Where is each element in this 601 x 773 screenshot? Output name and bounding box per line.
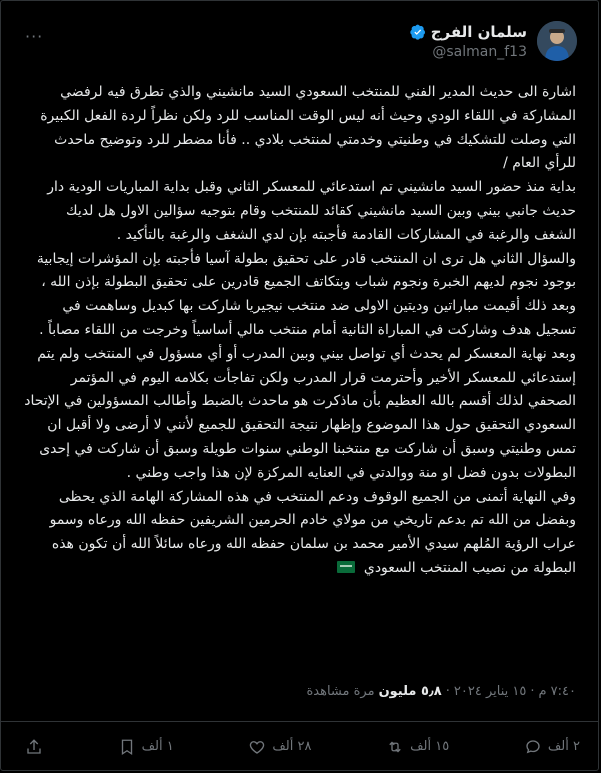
like-count: ٢٨ ألف [272, 739, 312, 754]
verified-badge-icon [410, 24, 426, 40]
tweet-meta [306, 684, 576, 699]
bookmark-icon [118, 738, 136, 756]
tweet-header [410, 21, 577, 61]
like-button[interactable] [248, 738, 311, 756]
retweet-icon [386, 738, 404, 756]
author-handle[interactable]: @salman_f13 [432, 44, 527, 60]
heart-icon [248, 738, 266, 756]
reply-icon [524, 738, 542, 756]
views-count: ٥٫٨ مليون [378, 684, 442, 699]
tweet-paragraph: بداية منذ حضور السيد مانشيني تم استدعائي للمعسكر الثاني وقبل بداية المباريات الودية دار حديث جانبي بيني وبين السيد مانشيني كقائد للمنتخب وقام بتوجيه سؤالين الاول هل لديك الشغف والرغبة في المشاركات القادمة فأجبته بإن لدي الشغف والرغبة بالتأكيد . [47, 179, 576, 243]
tweet-paragraph-last [23, 486, 576, 581]
retweet-button[interactable] [386, 738, 449, 756]
tweet-paragraph: وفي النهاية أتمنى من الجميع الوقوف ودعم المنتخب في هذه المشاركة الهامة الذي يحظى وبفضل من الله تم بدعم تاريخي من مولاي خادم الحرمين الشريفين حفظه الله ورعاه وسمو عراب الرؤية المُلهم سيدي الأمير محمد بن سلمان حفظه الله ورعاه سائلاً الله أن تكون هذه البطولة من نصيب المنتخب السعودي [49, 488, 576, 576]
tweet-date[interactable]: ١٥ يناير ٢٠٢٤ [453, 684, 527, 699]
retweet-count: ١٥ ألف [410, 739, 450, 754]
tweet-text [23, 81, 576, 581]
more-options-icon[interactable]: ··· [25, 27, 44, 46]
share-button[interactable] [25, 738, 43, 756]
meta-separator: · [445, 684, 450, 699]
avatar[interactable] [537, 21, 577, 61]
views-label: مرة مشاهدة [306, 684, 375, 699]
author-block [410, 21, 527, 60]
avatar-image [537, 21, 577, 61]
share-icon [25, 738, 43, 756]
meta-separator: · [530, 684, 535, 699]
reply-button[interactable] [524, 738, 580, 756]
saudi-flag-icon [337, 561, 355, 573]
tweet-time[interactable]: ٧:٤٠ م [538, 684, 576, 699]
tweet-paragraph: اشارة الى حديث المدير الفني للمنتخب السعودي السيد مانشيني والذي تطرق فيه لرفضي المشاركة في اللقاء الودي وحيث أنه ليس الوقت المناسب للرد ولكن نظراً لردة الفعل الكبيرة التي وصلت للتشكيك في وطنيتي وخدمتي لمنتخب بلادي .. فأنا مضطر للرد وتوضيح ماحدث للرأي العام / [40, 84, 576, 172]
name-row [410, 23, 527, 41]
bookmark-count: ١ ألف [141, 739, 174, 754]
tweet-paragraph: وبعد نهاية المعسكر لم يحدث أي تواصل بيني وبين المدرب أو أي مسؤول في المنتخب ولم يتم إستدعائي للمعسكر الأخير وأحترمت قرار المدرب ولكن تفاجأت بكلامه اليوم في المؤتمر الصحفي لذلك أقسم بالله العظيم بأن ماذكرت هو ماحدث بالضبط وأطالب المسؤولين في الإتحاد السعودي التحقيق حول هذا الموضوع وإظهار نتيجة التحقيق للجميع لأنني لا أرضى ولا أقبل ان تمس وطنيتي وسبق أن شاركت مع منتخبنا الوطني سنوات طويلة وسبق أن شاركت في إحدى البطولات بدون فضل او منة ووالدتي في العنايه المركزة لإن هذا واجب وطني . [24, 345, 576, 481]
tweet-paragraph: والسؤال الثاني هل ترى ان المنتخب قادر على تحقيق بطولة آسيا فأجبته بإن المؤشرات إيجابية بوجود نجوم لديهم الخبرة ونجوم شباب وبتكاتف الجميع قادرين على تحقيق البطولة بإذن الله ، وبعد ذلك أقيمت مباراتين وديتين الاولى ضد منتخب نيجيريا شاركت بها كبديل وساهمت في تسجيل هدف وشاركت في المباراة الثانية أمام منتخب مالي أساسياً وخرجت من اللقاء مصاباً . [36, 250, 576, 338]
bookmark-button[interactable] [118, 738, 174, 756]
reply-count: ٢ ألف [547, 739, 580, 754]
action-bar [1, 721, 598, 772]
author-display-name[interactable]: سلمان الفرج [430, 23, 527, 41]
